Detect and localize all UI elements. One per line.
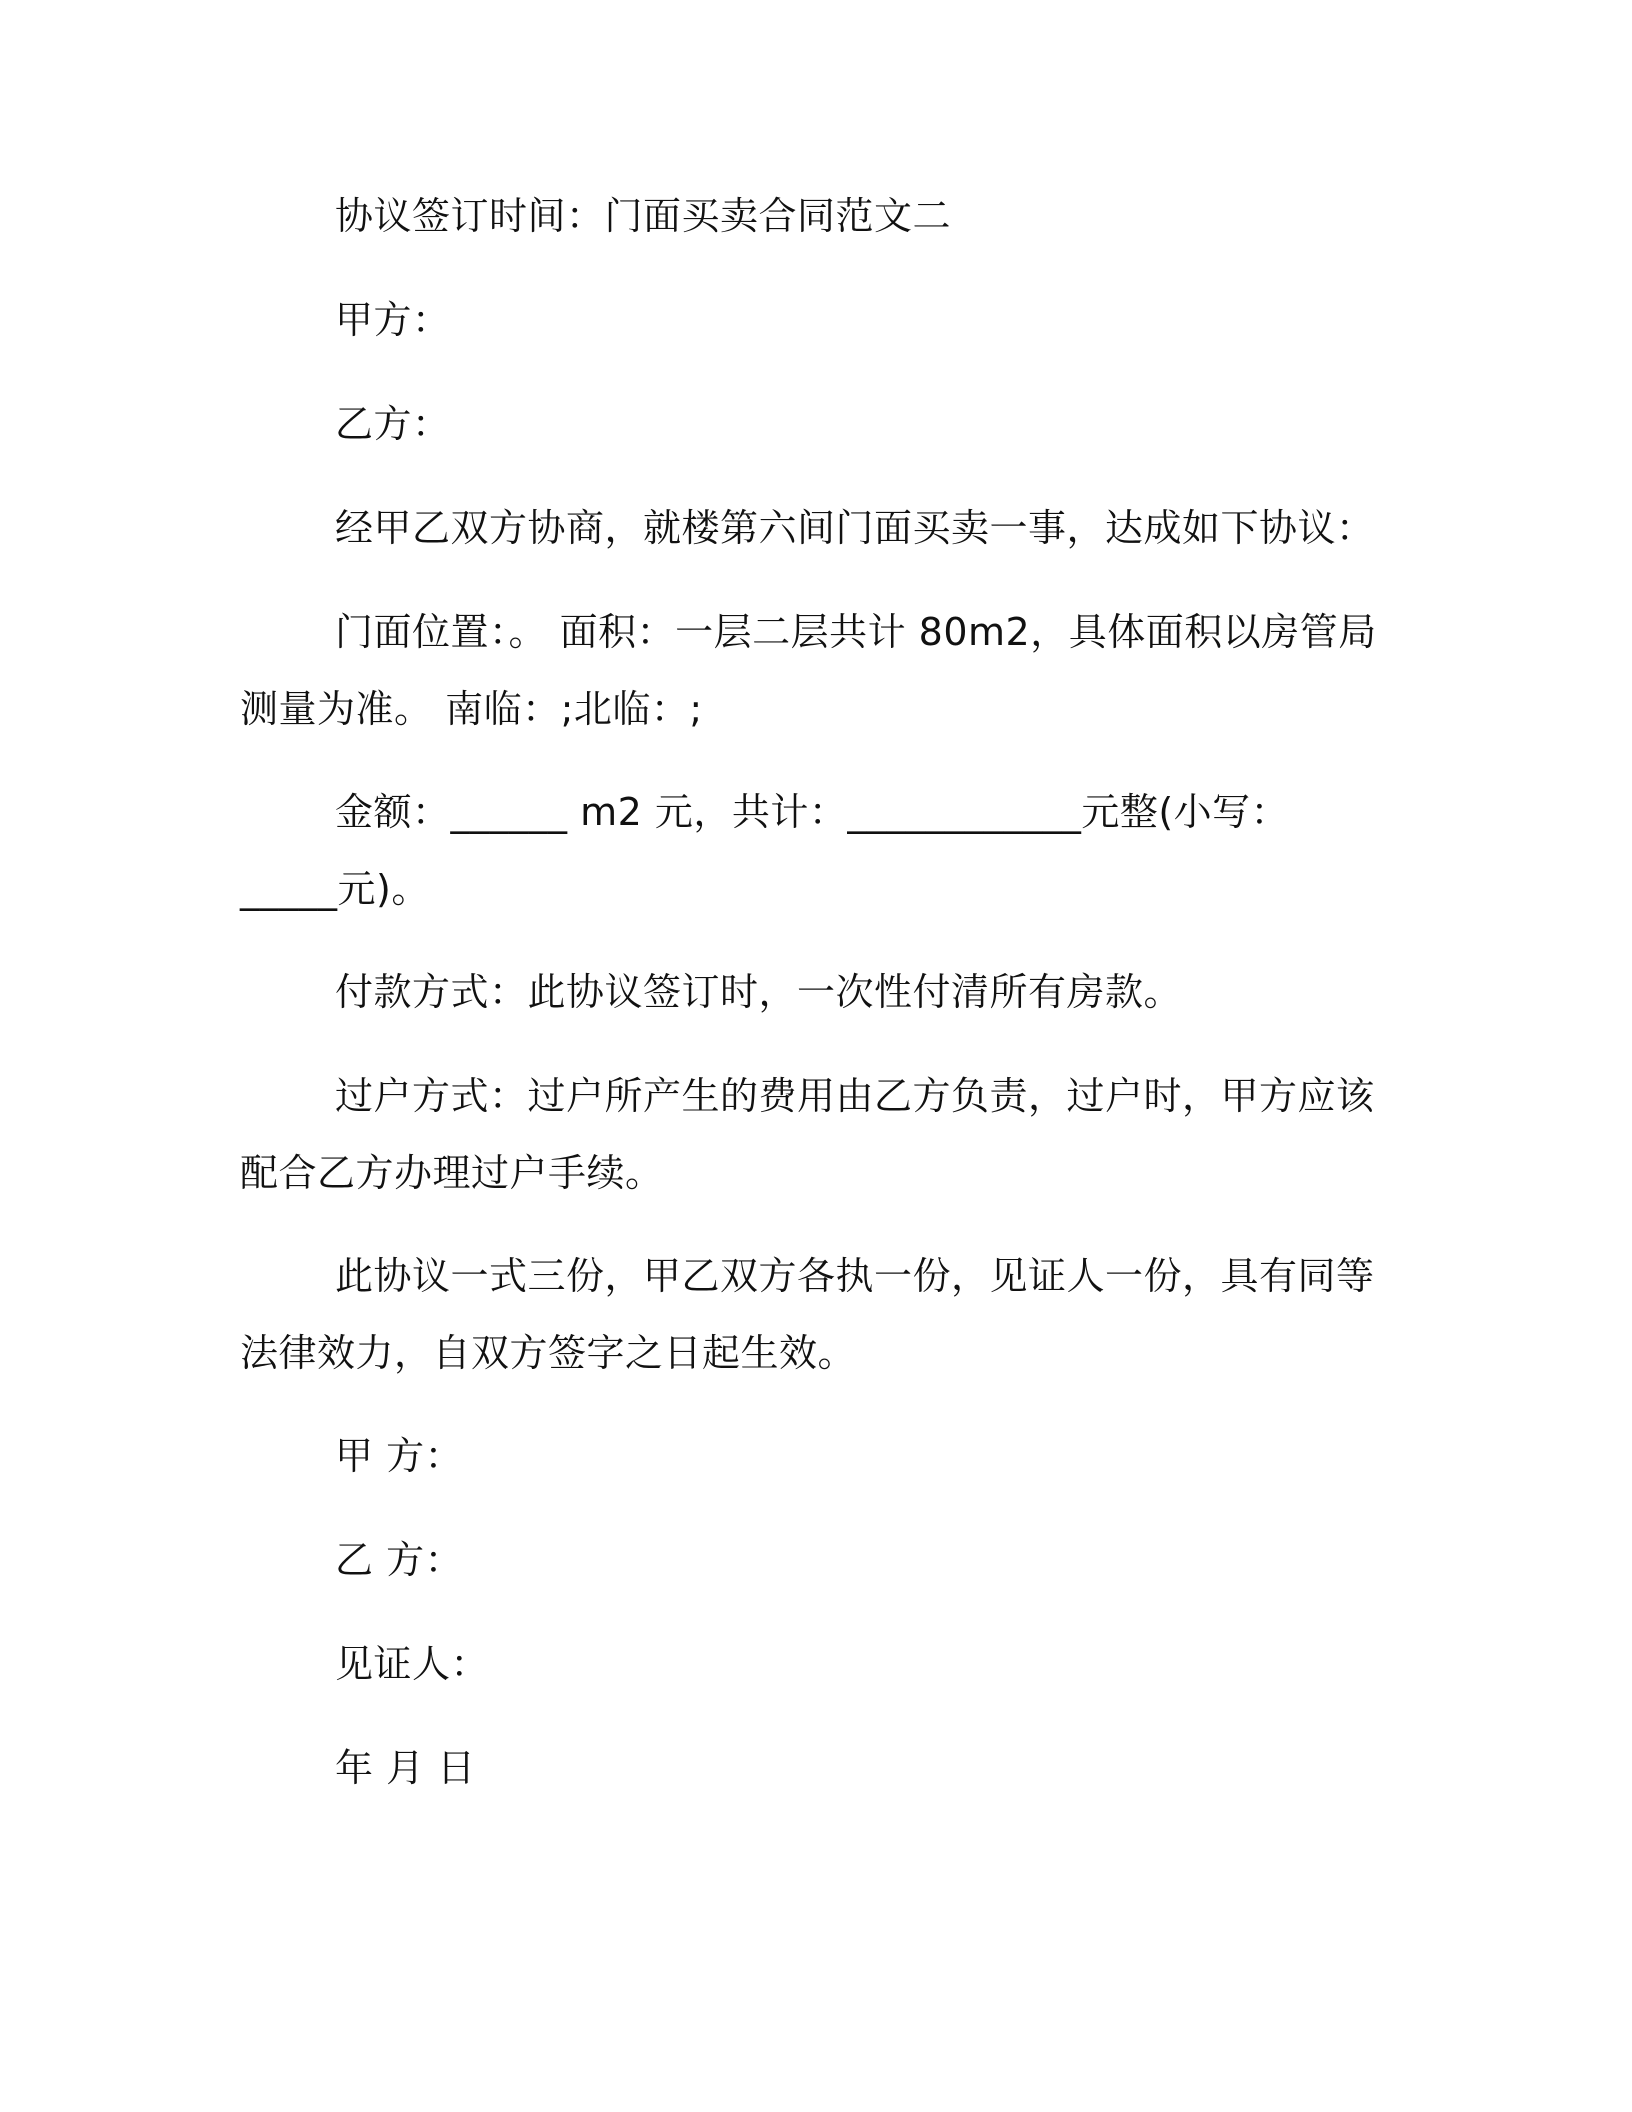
payment-method-paragraph: 付款方式：此协议签订时，一次性付清所有房款。 [335,970,1183,1014]
storefront-location-paragraph: 门面位置：。 面积：一层二层共计 80m2，具体面积以房管局测量为准。 南临：;北临：; [240,610,1377,731]
agreement-date-heading: 协议签订时间：门面买卖合同范文二 [335,194,952,238]
copies-validity-paragraph: 此协议一式三份，甲乙双方各执一份，见证人一份，具有同等法律效力，自双方签字之日起生效。 [240,1254,1375,1375]
party-b-signature-line: 乙 方： [335,1538,464,1582]
amount-paragraph: 金额：______ m2 元，共计：____________元整(小写：_____元)。 [240,790,1290,911]
witness-signature-line: 见证人： [335,1642,490,1686]
date-line: 年 月 日 [335,1746,476,1790]
party-a-signature-line: 甲 方： [335,1434,464,1478]
party-b-line: 乙方： [335,402,451,446]
party-a-line: 甲方： [335,298,451,342]
agreement-intro-paragraph: 经甲乙双方协商，就楼第六间门面买卖一事，达成如下协议： [335,506,1375,550]
transfer-method-paragraph: 过户方式：过户所产生的费用由乙方负责，过户时，甲方应该配合乙方办理过户手续。 [240,1074,1375,1195]
